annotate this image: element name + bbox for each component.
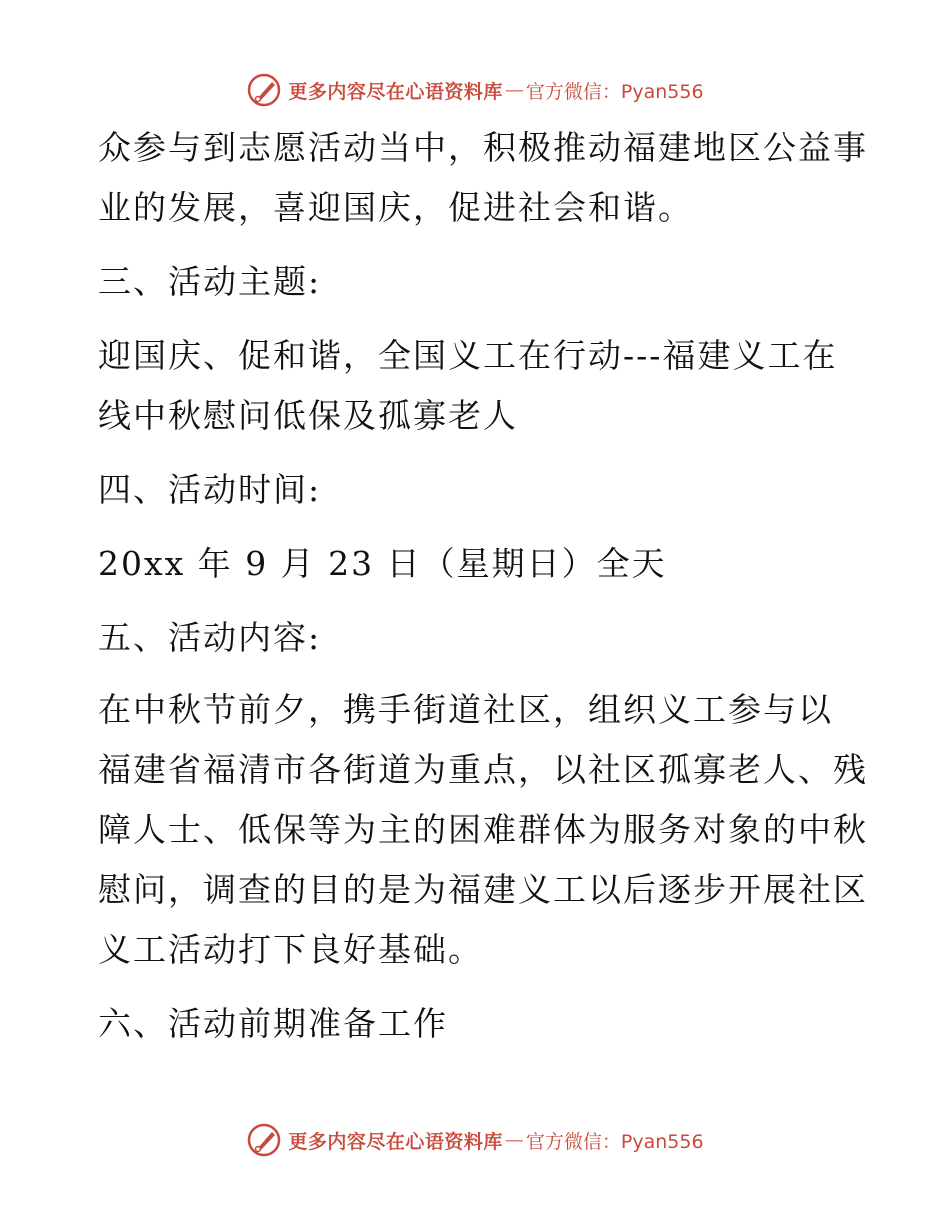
section-heading: 四、活动时间: xyxy=(98,470,322,509)
paragraph-line: 福建省福清市各街道为重点，以社区孤寡老人、残 xyxy=(98,750,868,789)
paragraph-line: 20xx 年 9 月 23 日（星期日）全天 xyxy=(98,544,667,583)
paragraph-line: 义工活动打下良好基础。 xyxy=(98,930,483,969)
paragraph-line: 在中秋节前夕，携手街道社区，组织义工参与以 xyxy=(98,690,833,729)
watermark-text: 更多内容尽在心语资料库 xyxy=(288,1130,503,1153)
paragraph-line: 慰问，调查的目的是为福建义工以后逐步开展社区 xyxy=(98,870,868,909)
watermark-separator: — xyxy=(504,79,524,101)
paragraph-line: 迎国庆、促和谐，全国义工在行动---福建义工在 xyxy=(98,336,838,375)
watermark-wechat: 官方微信：Pyan556 xyxy=(525,1130,704,1153)
watermark-separator: — xyxy=(504,1129,524,1151)
section-heading: 五、活动内容: xyxy=(98,618,322,657)
paragraph-line: 业的发展，喜迎国庆，促进社会和谐。 xyxy=(98,188,693,227)
section-heading: 六、活动前期准备工作 xyxy=(98,1004,448,1043)
document-body xyxy=(98,118,868,1054)
quill-logo-icon xyxy=(246,72,282,108)
section-heading: 三、活动主题: xyxy=(98,262,322,301)
paragraph-line: 线中秋慰问低保及孤寡老人 xyxy=(98,396,518,435)
watermark-wechat: 官方微信：Pyan556 xyxy=(525,80,704,103)
header-watermark xyxy=(0,70,950,110)
quill-logo-icon xyxy=(246,1122,282,1158)
watermark-text: 更多内容尽在心语资料库 xyxy=(288,80,503,103)
footer-watermark xyxy=(0,1120,950,1160)
paragraph-line: 众参与到志愿活动当中，积极推动福建地区公益事 xyxy=(98,128,868,167)
paragraph-line: 障人士、低保等为主的困难群体为服务对象的中秋 xyxy=(98,810,868,849)
